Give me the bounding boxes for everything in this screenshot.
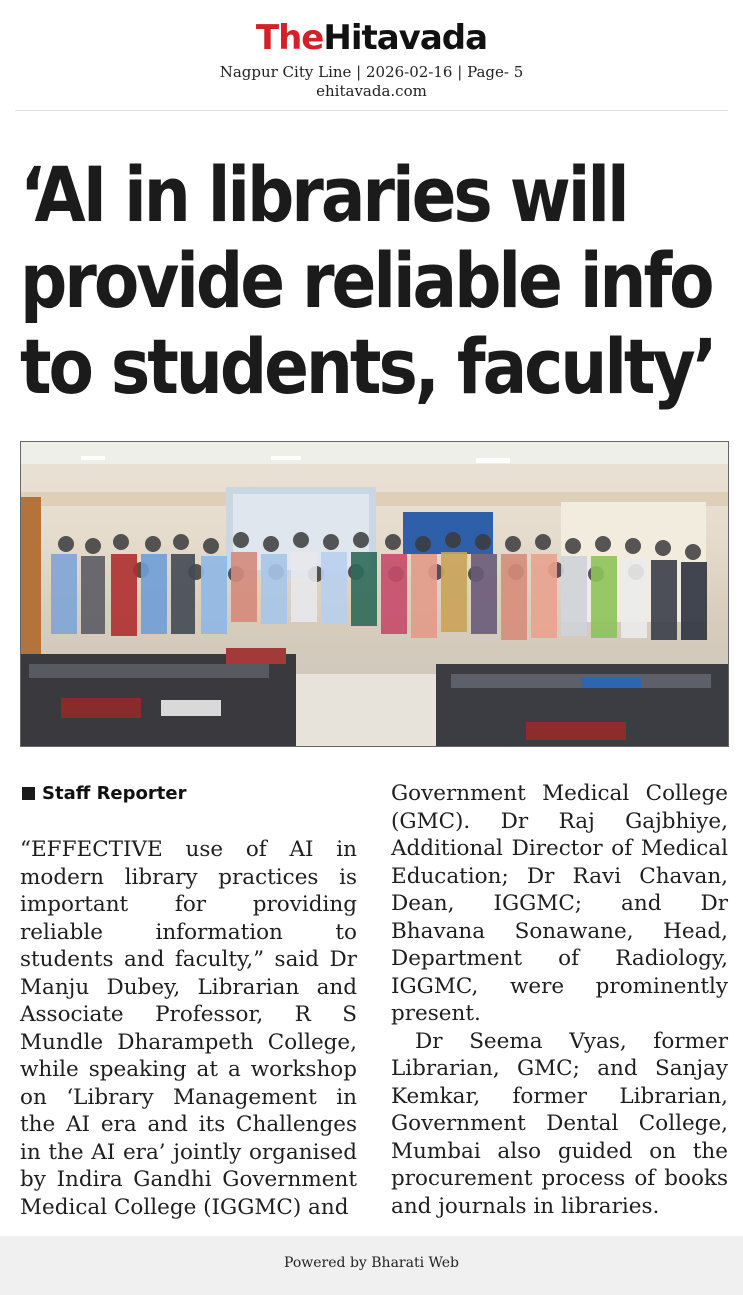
article-headline — [20, 150, 715, 411]
logo-name: Hitavada — [323, 18, 488, 58]
masthead — [0, 18, 743, 100]
byline-text: Staff Reporter — [42, 783, 187, 804]
group-photo-image — [20, 441, 729, 747]
headline-line: provide reliable info — [20, 236, 712, 325]
divider — [15, 110, 728, 111]
footer — [0, 1236, 743, 1295]
photo-illustration — [21, 442, 728, 746]
byline — [22, 782, 186, 806]
footer-credit[interactable]: Powered by Bharati Web — [284, 1255, 459, 1271]
article-paragraph: “EFFECTIVE use of AI in modern library practices is important for providing reliable information to students and faculty,” said Dr Manju Dubey, Librarian and Associate Professor, R S Mundle Dharampeth College, while speaking at a workshop on ‘Library Management in the AI era and its Challenges in the AI era’ jointly organised by Indira Gandhi Government Medical College (IGGMC) and — [20, 837, 357, 1220]
article-paragraph: Dr Seema Vyas, former Librarian, GMC; and Sanjay Kemkar, former Librarian, Government Dental College, Mumbai also guided on the procurement process of books and journals in libraries. — [391, 1028, 728, 1219]
article-column-1 — [20, 836, 357, 1221]
article-column-2 — [391, 780, 728, 1220]
newspaper-logo[interactable] — [0, 18, 743, 58]
website-link[interactable]: ehitavada.com — [316, 82, 427, 100]
headline-line: to students, faculty’ — [20, 322, 715, 411]
article-paragraph: Government Medical College (GMC). Dr Raj Gajbhiye, Additional Director of Medical Education; Dr Ravi Chavan, Dean, IGGMC; and Dr Bhavana Sonawane, Head, Department of Radiology, IGGMC, were prominently present. — [391, 781, 728, 1026]
byline-square-icon — [22, 787, 35, 800]
logo-the: The — [255, 18, 324, 58]
headline-line: ‘AI in libraries will — [20, 150, 627, 239]
edition-info: Nagpur City Line | 2026-02-16 | Page- 5 — [219, 63, 524, 81]
